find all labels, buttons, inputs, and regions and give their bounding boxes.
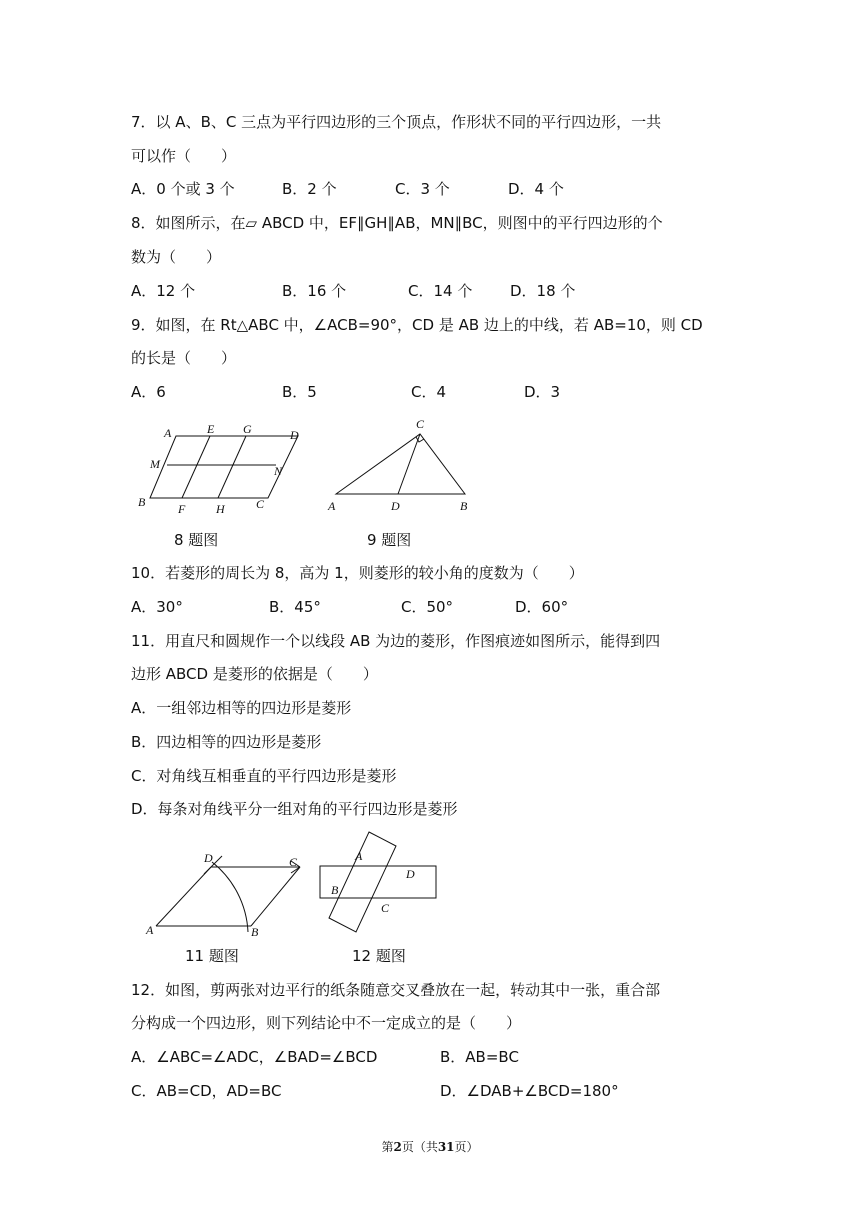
fig8-label-e: E [207,422,215,436]
q11-option-a: A．一组邻边相等的四边形是菱形 [131,699,352,717]
q10-option-d: D．60° [515,598,569,616]
q12-option-b: B．AB=BC [440,1048,519,1066]
q8-stem-line1: 8．如图所示，在▱ ABCD 中，EF∥GH∥AB，MN∥BC，则图中的平行四边形的个 [131,214,663,232]
q9-option-d: D．3 [524,383,561,401]
q8-stem-line2: 数为（ ） [131,248,222,266]
q7-option-a: A．0 个或 3 个 [131,180,235,198]
figure-11-caption: 11 题图 [185,947,239,965]
q11-stem-line1: 11．用直尺和圆规作一个以线段 AB 为边的菱形，作图痕迹如图所示，能得到四 [131,632,661,650]
footer-page-number: 2 [393,1140,402,1154]
page-footer [0,1138,860,1155]
q9-stem-line1: 9．如图，在 Rt△ABC 中，∠ACB=90°，CD 是 AB 边上的中线，若 AB=10，则 CD [131,316,703,334]
figure-8-caption: 8 题图 [174,531,219,549]
fig8-label-b: B [138,495,146,509]
q8-option-c: C．14 个 [408,282,473,300]
fig11-label-a: A [146,923,154,937]
q12-option-d: D．∠DAB+∠BCD=180° [440,1082,619,1100]
footer-total-pages: 31 [437,1140,455,1154]
fig9-label-b: B [460,499,468,513]
fig12-label-d: D [406,867,415,881]
q7-option-b: B．2 个 [282,180,337,198]
fig12-label-a: A [355,849,363,863]
figure-12-crossed-strips [315,828,443,936]
q12-option-a: A．∠ABC=∠ADC，∠BAD=∠BCD [131,1048,378,1066]
fig8-label-g: G [243,422,252,436]
fig9-label-c: C [416,417,425,431]
q10-option-b: B．45° [269,598,321,616]
q7-option-c: C．3 个 [395,180,450,198]
fig8-label-m: M [150,457,160,471]
figure-12-caption: 12 题图 [352,947,406,965]
fig8-label-h: H [216,502,225,516]
q12-option-c: C．AB=CD，AD=BC [131,1082,282,1100]
fig12-label-b: B [331,883,339,897]
footer-middle: 页（共 [401,1140,438,1154]
q12-stem-line2: 分构成一个四边形，则下列结论中不一定成立的是（ ） [131,1014,522,1032]
fig8-label-a: A [164,426,172,440]
q10-option-c: C．50° [401,598,454,616]
figure-9-caption: 9 题图 [367,531,412,549]
footer-prefix: 第 [381,1140,394,1154]
q9-option-b: B．5 [282,383,317,401]
footer-suffix: 页） [454,1140,479,1154]
fig11-label-b: B [251,925,259,939]
fig8-label-c: C [256,497,265,511]
q9-stem-line2: 的长是（ ） [131,349,237,367]
q10-stem-line1: 10．若菱形的周长为 8，高为 1，则菱形的较小角的度数为（ ） [131,564,584,582]
q8-option-d: D．18 个 [510,282,576,300]
q11-option-c: C．对角线互相垂直的平行四边形是菱形 [131,767,397,785]
q8-option-a: A．12 个 [131,282,196,300]
q11-option-b: B．四边相等的四边形是菱形 [131,733,322,751]
q11-option-d: D．每条对角线平分一组对角的平行四边形是菱形 [131,800,458,818]
q8-option-b: B．16 个 [282,282,347,300]
q10-option-a: A．30° [131,598,183,616]
fig9-label-d: D [391,499,400,513]
figure-8-parallelogram [130,418,310,518]
fig9-label-a: A [328,499,336,513]
q7-option-d: D．4 个 [508,180,564,198]
q11-stem-line2: 边形 ABCD 是菱形的依据是（ ） [131,665,378,683]
fig11-label-c: C [289,855,298,869]
fig8-label-d: D [290,428,299,442]
fig8-label-f: F [178,502,186,516]
fig12-label-c: C [381,901,390,915]
figure-11-rhombus-construction [140,848,315,940]
q9-option-a: A．6 [131,383,166,401]
fig11-label-d: D [204,851,213,865]
q7-stem-line2: 可以作（ ） [131,147,237,165]
figure-9-right-triangle [320,414,480,518]
q12-stem-line1: 12．如图，剪两张对边平行的纸条随意交叉叠放在一起，转动其中一张，重合部 [131,981,661,999]
q9-option-c: C．4 [411,383,447,401]
fig8-label-n: N [274,464,283,478]
q7-stem-line1: 7．以 A、B、C 三点为平行四边形的三个顶点，作形状不同的平行四边形，一共 [131,113,662,131]
